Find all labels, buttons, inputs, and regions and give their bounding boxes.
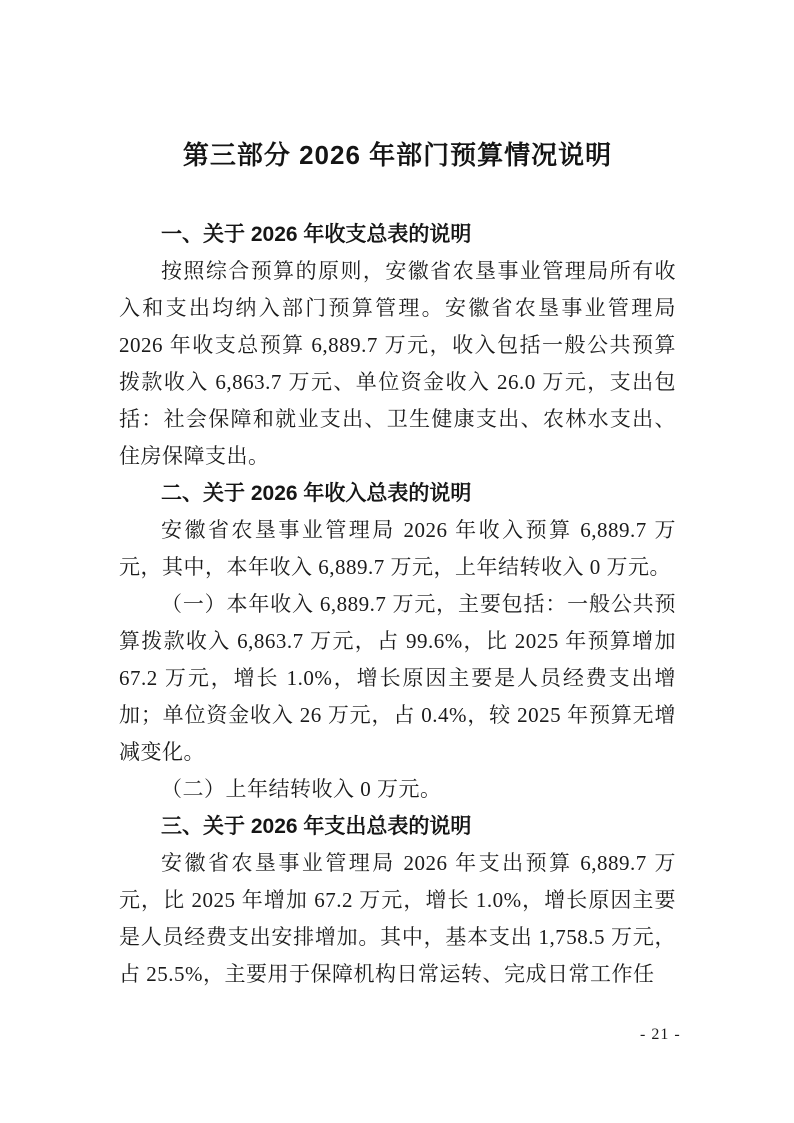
- section-expenditure-summary: [119, 808, 676, 993]
- section-budget-overview: [119, 216, 676, 475]
- section-heading-income-expense-summary: 一、关于 2026 年收支总表的说明: [161, 223, 472, 246]
- section-income-summary: [119, 475, 676, 808]
- section-heading-expenditure-summary: 三、关于 2026 年支出总表的说明: [161, 815, 472, 838]
- paragraph: 安徽省农垦事业管理局 2026 年支出预算 6,889.7 万元，比 2025 年增加 67.2 万元，增长 1.0%，增长原因主要是人员经费支出安排增加。其中，基本支出 1,758.5 万元，占 25.5%，主要用于保障机构日常运转、完成日常工作任: [119, 851, 676, 986]
- paragraph: 按照综合预算的原则，安徽省农垦事业管理局所有收入和支出均纳入部门预算管理。安徽省农垦事业管理局 2026 年收支总预算 6,889.7 万元，收入包括一般公共预算拨款收入 6,863.7 万元、单位资金收入 26.0 万元，支出包括：社会保障和就业支出、卫生健康支出、农林水支出、住房保障支出。: [119, 259, 676, 468]
- paragraph: 安徽省农垦事业管理局 2026 年收入预算 6,889.7 万元，其中，本年收入 6,889.7 万元，上年结转收入 0 万元。: [119, 518, 676, 579]
- document-content: [119, 134, 676, 993]
- paragraph: （一）本年收入 6,889.7 万元，主要包括：一般公共预算拨款收入 6,863.7 万元，占 99.6%，比 2025 年预算增加 67.2 万元，增长 1.0%，增长原因主要是人员经费支出增加；单位资金收入 26 万元，占 0.4%，较 2025 年预算无增减变化。: [119, 592, 676, 764]
- section-heading-income-summary: 二、关于 2026 年收入总表的说明: [161, 482, 472, 505]
- page-number: - 21 -: [640, 1026, 681, 1043]
- document-title: 第三部分 2026 年部门预算情况说明: [182, 140, 613, 170]
- paragraph: （二）上年结转收入 0 万元。: [161, 777, 442, 801]
